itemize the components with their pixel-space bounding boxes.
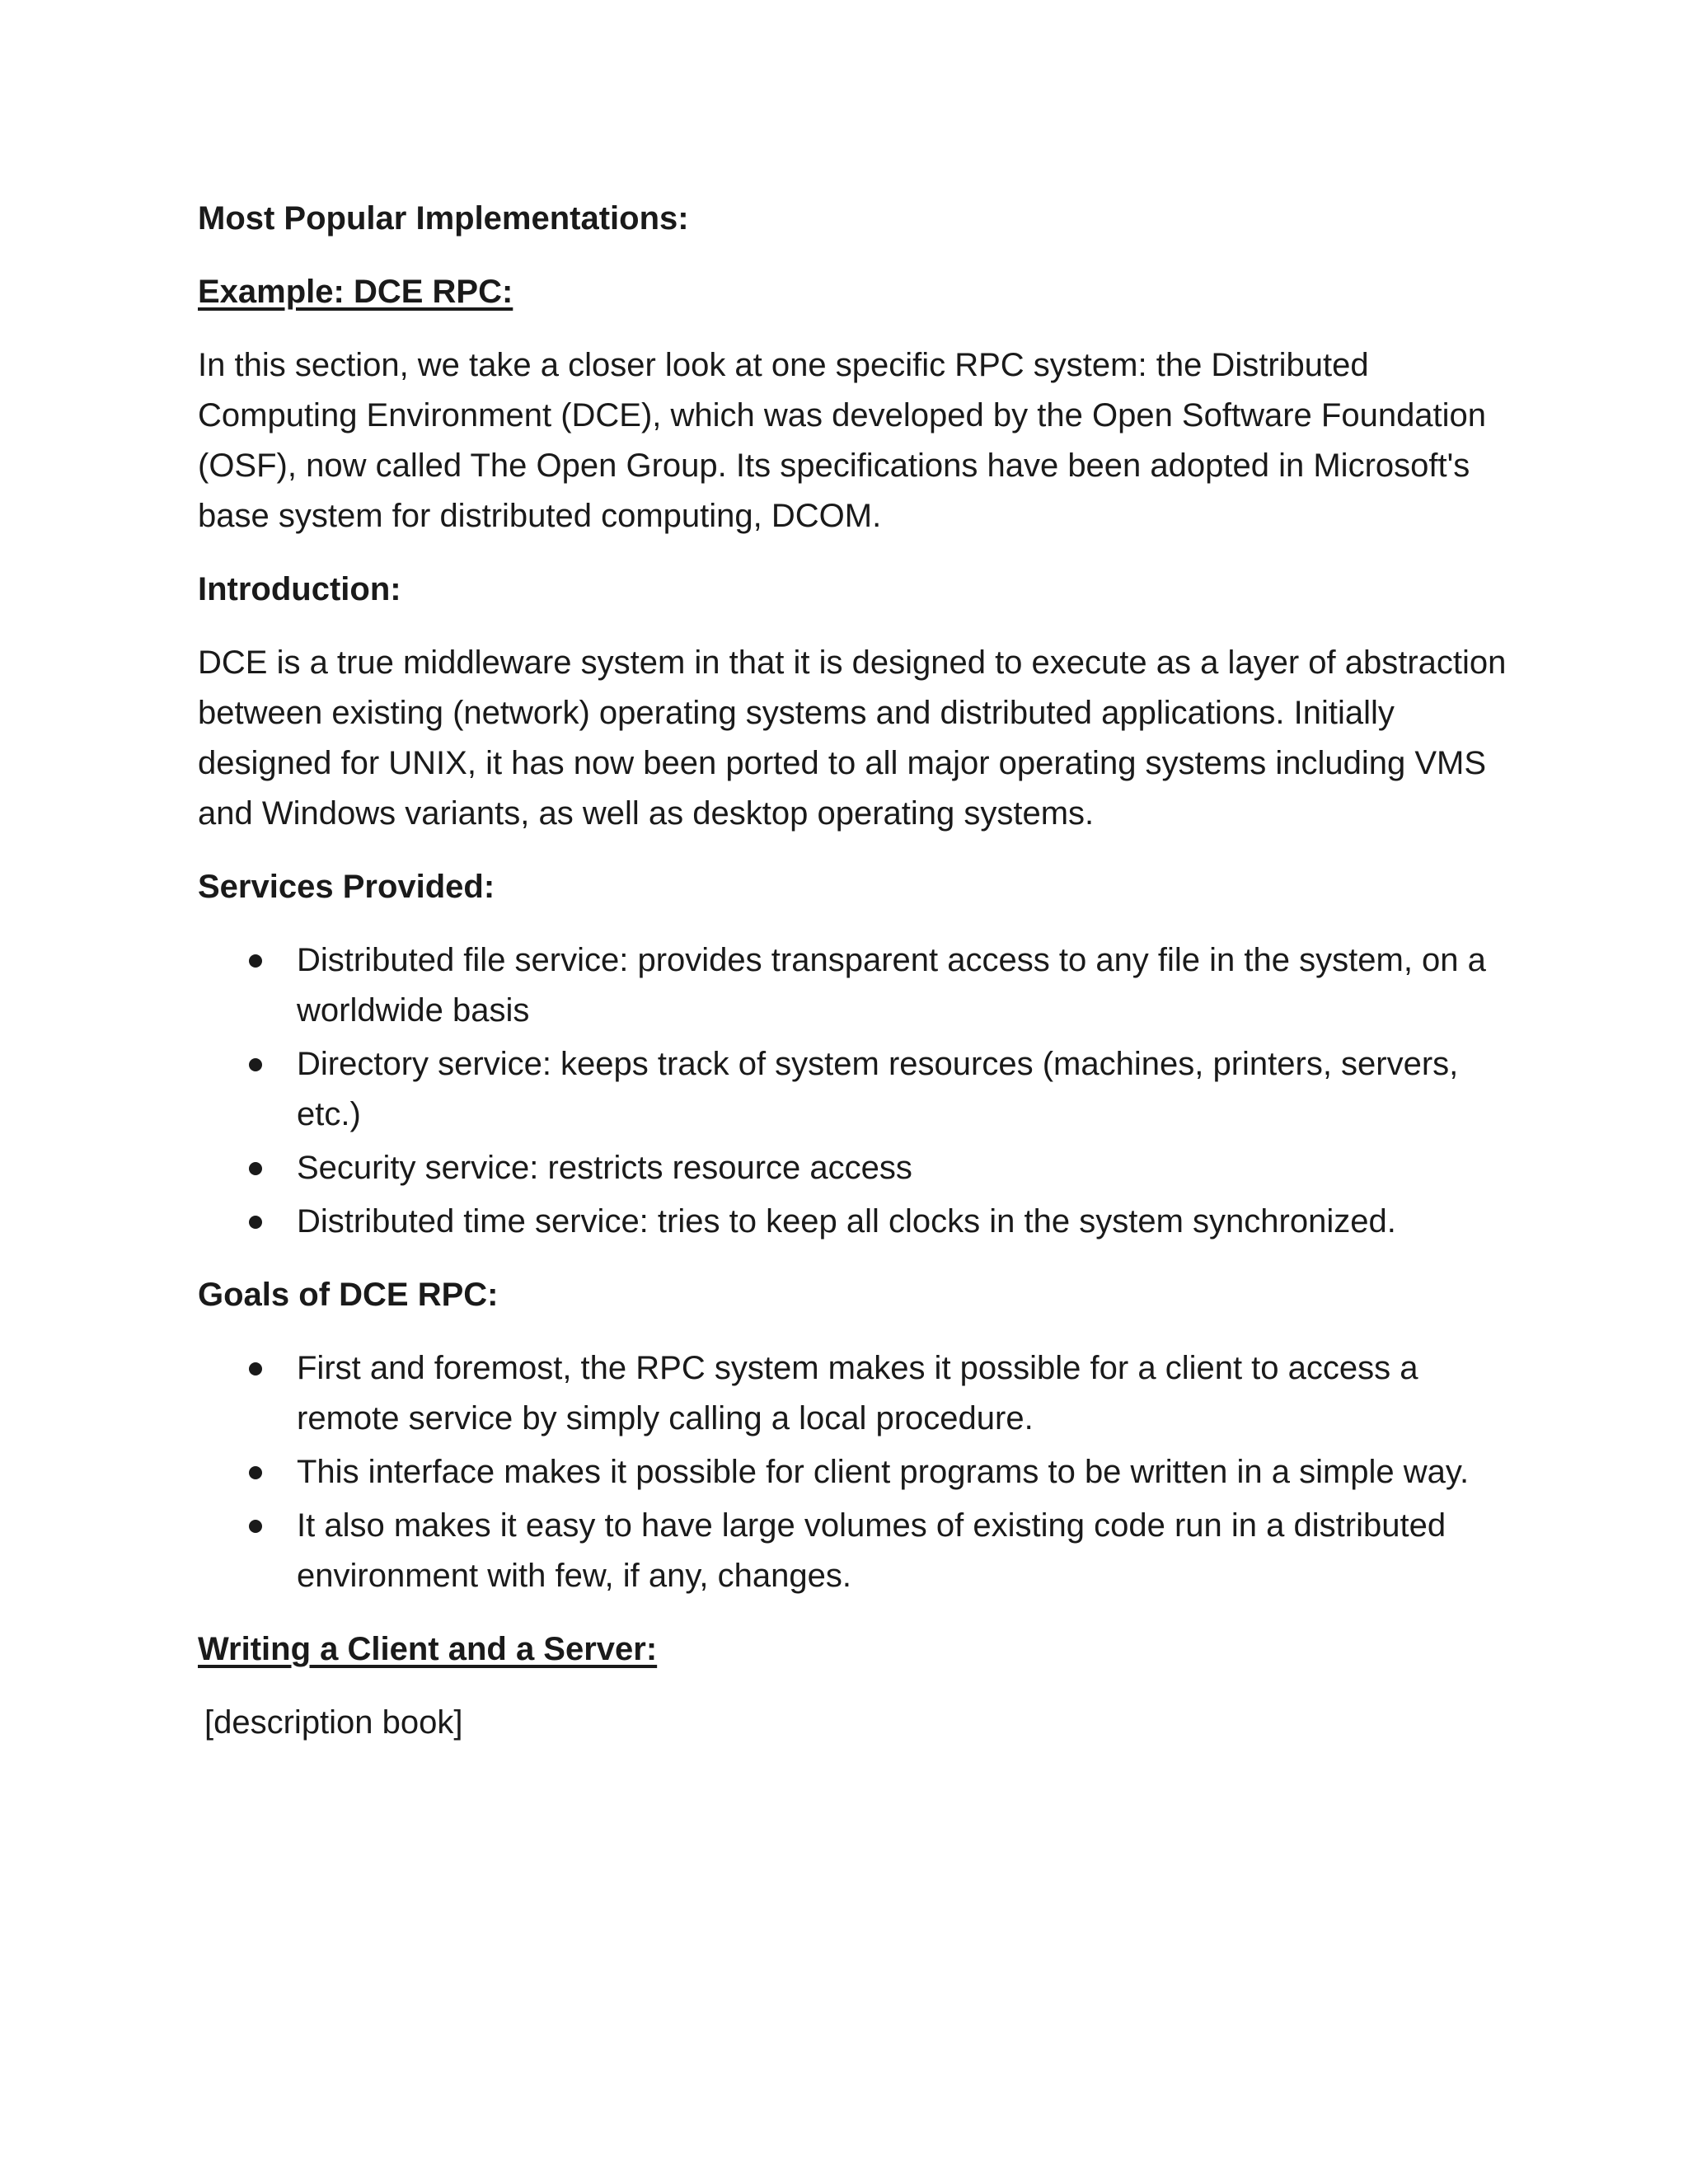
heading-popular-implementations: Most Popular Implementations: bbox=[198, 200, 689, 237]
bullet-icon bbox=[249, 1058, 262, 1071]
bullet-icon bbox=[249, 1362, 262, 1376]
list-item-text: This interface makes it possible for client programs to be written in a simple way. bbox=[297, 1454, 1470, 1490]
heading-goals: Goals of DCE RPC: bbox=[198, 1277, 499, 1313]
list-item-text: First and foremost, the RPC system makes it possible for a client to access a remote service by simply calling a local procedure. bbox=[297, 1350, 1418, 1436]
bullet-icon bbox=[249, 954, 262, 968]
list-item-text: Distributed time service: tries to keep all clocks in the system synchronized. bbox=[297, 1203, 1396, 1240]
list-item bbox=[198, 1143, 1517, 1193]
heading-introduction: Introduction: bbox=[198, 571, 401, 607]
document-body bbox=[198, 194, 1517, 1771]
list-item-text: It also makes it easy to have large volumes of existing code run in a distributed environment with few, if any, changes. bbox=[297, 1507, 1447, 1594]
goals-list bbox=[198, 1343, 1517, 1601]
list-item bbox=[198, 935, 1517, 1036]
introduction-paragraph: DCE is a true middleware system in that it is designed to execute as a layer of abstraction between existing (network) operating systems and distributed applications. Initially designed for UNIX, it has now been ported to all major operating systems including VMS and Windows variants, as well as desktop operating systems. bbox=[198, 644, 1507, 832]
services-list bbox=[198, 935, 1517, 1247]
intro-paragraph: In this section, we take a closer look at one specific RPC system: the Distributed Computing Environment (DCE), which was developed by the Open Software Foundation (OSF), now called The Open Group. Its specifications have been adopted in Microsoft's base system for distributed computing, DCOM. bbox=[198, 347, 1487, 534]
list-item bbox=[198, 1447, 1517, 1497]
bullet-icon bbox=[249, 1466, 262, 1479]
list-item bbox=[198, 1501, 1517, 1601]
heading-services-provided: Services Provided: bbox=[198, 869, 495, 905]
bullet-icon bbox=[249, 1162, 262, 1175]
description-note: [description book] bbox=[204, 1704, 463, 1741]
list-item-text: Directory service: keeps track of system resources (machines, printers, servers, etc.) bbox=[297, 1046, 1459, 1132]
list-item bbox=[198, 1039, 1517, 1140]
bullet-icon bbox=[249, 1216, 262, 1229]
heading-example-dce-rpc: Example: DCE RPC: bbox=[198, 274, 513, 310]
list-item bbox=[198, 1197, 1517, 1247]
heading-writing-client-server: Writing a Client and a Server: bbox=[198, 1631, 658, 1667]
bullet-icon bbox=[249, 1520, 262, 1533]
list-item-text: Security service: restricts resource access bbox=[297, 1150, 912, 1186]
list-item bbox=[198, 1343, 1517, 1444]
list-item-text: Distributed file service: provides transparent access to any file in the system, on a worldwide basis bbox=[297, 942, 1486, 1029]
